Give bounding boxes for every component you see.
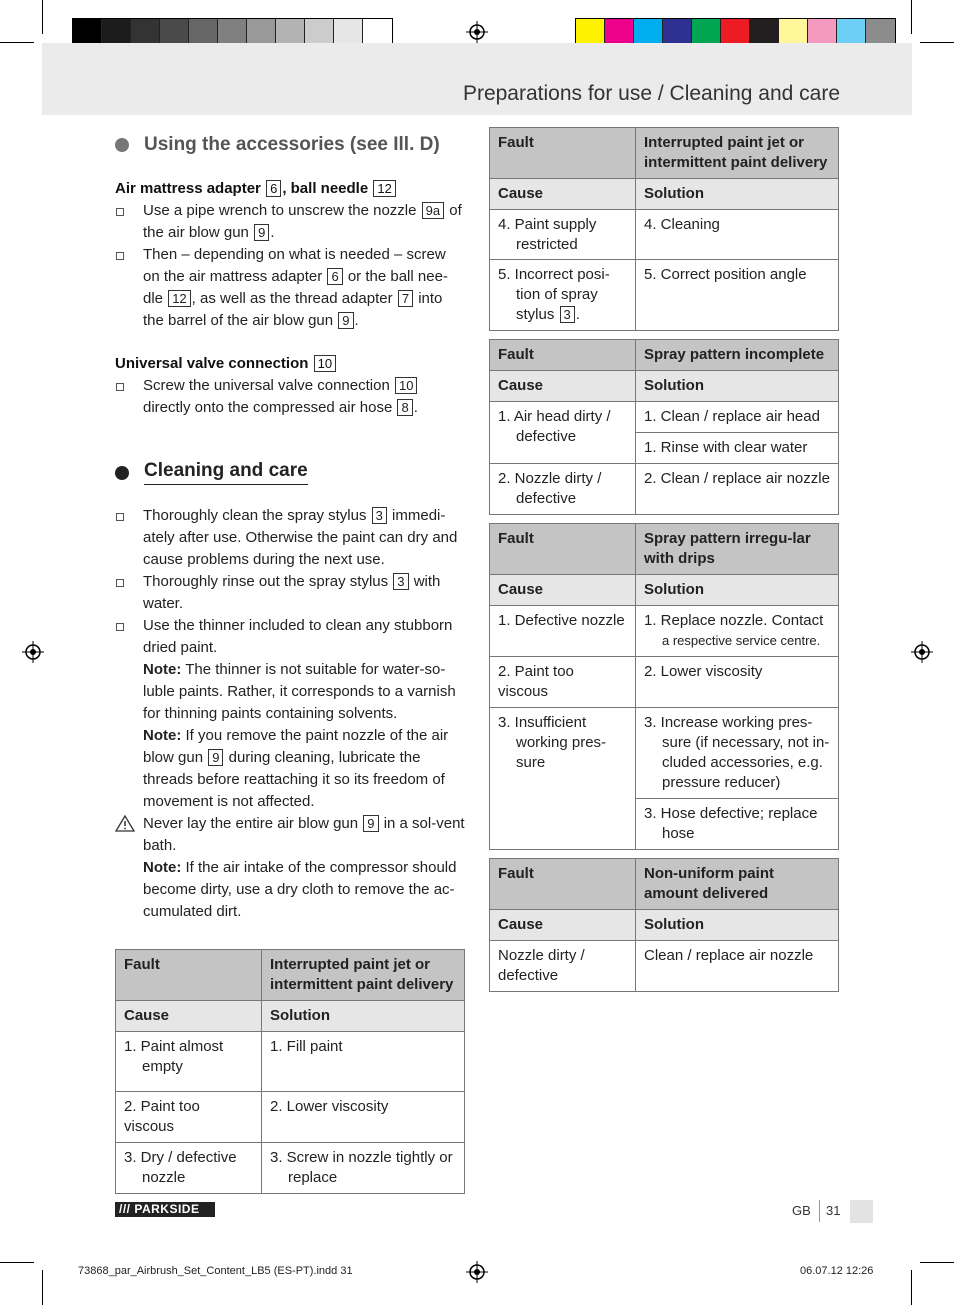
subheading-universal-valve: Universal valve connection 10	[115, 353, 465, 375]
color-swatch	[750, 19, 779, 45]
footer-divider	[819, 1200, 820, 1222]
fault-title: Interrupted paint jet or intermittent paint delivery	[262, 950, 465, 1001]
fault-table-4: Fault Spray pattern irregu-lar with drips Cause Solution 1. Defective nozzle 1. Replace nozzle. Contact a respective service centre. 2. Paint too viscous 2. Lower viscosity 3. Insufficient working pres-sure 3. Increase working pres-sure (if necessary, not in-cluded accessories, e.g. pressure reducer) 3. Hose defective; replace hose	[489, 523, 839, 850]
color-swatch	[131, 19, 160, 45]
bullet-square-icon	[116, 252, 124, 260]
table-row: 3. Insufficient working pres-sure 3. Increase working pres-sure (if necessary, not in-cluded accessories, e.g. pressure reducer)	[490, 708, 839, 799]
crop-mark	[42, 0, 43, 34]
color-swatch	[837, 19, 866, 45]
part-ref: 9	[208, 749, 223, 766]
part-ref: 7	[398, 290, 413, 307]
crop-mark	[0, 1262, 34, 1263]
print-slug-date: 06.07.12 12:26	[800, 1265, 874, 1277]
crop-mark	[920, 42, 954, 43]
right-column	[489, 127, 839, 1000]
process-color-bar	[575, 18, 896, 46]
color-swatch	[692, 19, 721, 45]
heading-text: Using the accessories (see Ill. D)	[144, 134, 440, 155]
table-row: 1. Rinse with clear water	[490, 433, 839, 464]
crop-mark	[920, 1262, 954, 1263]
fault-table-5: Fault Non-uniform paint amount delivered Cause Solution Nozzle dirty / defective Clean / replace air nozzle	[489, 858, 839, 992]
color-swatch	[779, 19, 808, 45]
crop-mark	[42, 1270, 43, 1305]
bullet-square-icon	[116, 623, 124, 631]
section-heading-cleaning	[115, 460, 465, 485]
color-swatch	[247, 19, 276, 45]
color-swatch	[305, 19, 334, 45]
color-swatch	[189, 19, 218, 45]
language-code: GB	[792, 1203, 811, 1218]
part-ref: 3	[560, 306, 575, 323]
table-row: 4. Paint supply restricted 4. Cleaning	[490, 210, 839, 260]
color-swatch	[363, 19, 392, 45]
parkside-logo: /// PARKSIDE	[115, 1202, 215, 1217]
color-swatch	[218, 19, 247, 45]
list-item: Thoroughly clean the spray stylus 3 immedi-ately after use. Otherwise the paint can dry and cause problems during the next use.	[115, 505, 465, 571]
warning-triangle-icon	[115, 815, 135, 832]
color-swatch	[634, 19, 663, 45]
print-slug-file: 73868_par_Airbrush_Set_Content_LB5 (ES-PT).indd 31	[78, 1265, 353, 1277]
heading-text: Cleaning and care	[144, 460, 308, 485]
list-item: Use a pipe wrench to unscrew the nozzle 9a of the air blow gun 9 .	[115, 200, 465, 244]
table-row: 2. Paint too viscous 2. Lower viscosity	[490, 657, 839, 708]
cause-label: Cause	[116, 1001, 262, 1032]
table-row: 3. Hose defective; replace hose	[490, 799, 839, 850]
registration-mark-icon	[911, 641, 933, 663]
color-swatch	[808, 19, 837, 45]
grayscale-bar	[72, 18, 393, 46]
table-row: 1. Paint almost empty 1. Fill paint	[116, 1032, 465, 1092]
list-item: Then – depending on what is needed – screw on the air mattress adapter 6 or the ball nee-dle 12 , as well as the thread adapter 7 into the barrel of the air blow gun 9 .	[115, 244, 465, 332]
part-ref: 10	[314, 355, 336, 372]
color-swatch	[334, 19, 363, 45]
color-swatch	[73, 19, 102, 45]
table-row: 3. Dry / defective nozzle 3. Screw in nozzle tightly or replace	[116, 1143, 465, 1194]
fault-label: Fault	[116, 950, 262, 1001]
subheading-air-mattress: Air mattress adapter 6 , ball needle 12	[115, 178, 465, 200]
table-row: 5. Incorrect posi-tion of spray stylus 3 . 5. Correct position angle	[490, 260, 839, 331]
page-title: Preparations for use / Cleaning and care	[462, 82, 840, 105]
bullet-dot-icon	[115, 466, 129, 480]
table-row: 1. Defective nozzle 1. Replace nozzle. Contact a respective service centre.	[490, 606, 839, 657]
crop-mark	[911, 1270, 912, 1305]
crop-mark	[0, 42, 34, 43]
part-ref: 9a	[422, 202, 444, 219]
list-item: Thoroughly rinse out the spray stylus 3 with water.	[115, 571, 465, 615]
color-swatch	[102, 19, 131, 45]
note: Note: If you remove the paint nozzle of the air blow gun 9 during cleaning, lubricate the threads before reattaching it so its freedom of movement is not affected.	[143, 727, 449, 810]
part-ref: 3	[372, 507, 387, 524]
bullet-square-icon	[116, 383, 124, 391]
color-swatch	[276, 19, 305, 45]
note: Note: If the air intake of the compressor should become dirty, use a dry cloth to remove the ac-cumulated dirt.	[143, 859, 457, 920]
part-ref: 9	[338, 312, 353, 329]
table-row: 1. Air head dirty / defective 1. Clean / replace air head	[490, 402, 839, 433]
table-row: 2. Nozzle dirty / defective 2. Clean / replace air nozzle	[490, 464, 839, 515]
fault-table-1	[115, 949, 465, 1194]
part-ref: 12	[373, 180, 395, 197]
color-swatch	[576, 19, 605, 45]
list-item: Screw the universal valve connection 10 directly onto the compressed air hose 8 .	[115, 375, 465, 419]
list-item: Use the thinner included to clean any stubborn dried paint.	[115, 615, 465, 659]
fault-table-2: Fault Interrupted paint jet or intermittent paint delivery Cause Solution 4. Paint supply restricted 4. Cleaning 5. Incorrect posi-tion of spray stylus 3 . 5. Correct position angle	[489, 127, 839, 331]
registration-mark-icon	[466, 21, 488, 43]
table-row: 2. Paint too viscous 2. Lower viscosity	[116, 1092, 465, 1143]
part-ref: 6	[266, 180, 281, 197]
registration-mark-icon	[22, 641, 44, 663]
fault-table-3: Fault Spray pattern incomplete Cause Solution 1. Air head dirty / defective 1. Clean / replace air head 1. Rinse with clear water 2. Nozzle dirty / defective 2. Clean / replace air nozzle	[489, 339, 839, 515]
bullet-dot-icon	[115, 138, 129, 152]
part-ref: 3	[393, 573, 408, 590]
color-swatch	[721, 19, 750, 45]
crop-mark	[911, 0, 912, 34]
part-ref: 12	[168, 290, 190, 307]
bullet-square-icon	[116, 579, 124, 587]
registration-mark-icon	[466, 1261, 488, 1283]
color-swatch	[866, 19, 895, 45]
color-swatch	[663, 19, 692, 45]
color-swatch	[160, 19, 189, 45]
part-ref: 8	[397, 399, 412, 416]
color-swatch	[605, 19, 634, 45]
solution-label: Solution	[262, 1001, 465, 1032]
bullet-square-icon	[116, 513, 124, 521]
left-column	[115, 130, 465, 1194]
part-ref: 9	[363, 815, 378, 832]
page-number: 31	[826, 1203, 841, 1218]
bullet-square-icon	[116, 208, 124, 216]
footer-tab	[850, 1200, 873, 1223]
table-row: Nozzle dirty / defective Clean / replace air nozzle	[490, 941, 839, 992]
part-ref: 9	[254, 224, 269, 241]
note: Note: The thinner is not suitable for water-so-luble paints. Rather, it corresponds to a varnish for thinning paints containing solvents.	[143, 661, 456, 722]
section-heading-accessories	[115, 134, 465, 156]
part-ref: 6	[327, 268, 342, 285]
warning-item: Never lay the entire air blow gun 9 in a sol-vent bath.	[115, 813, 465, 857]
part-ref: 10	[395, 377, 417, 394]
